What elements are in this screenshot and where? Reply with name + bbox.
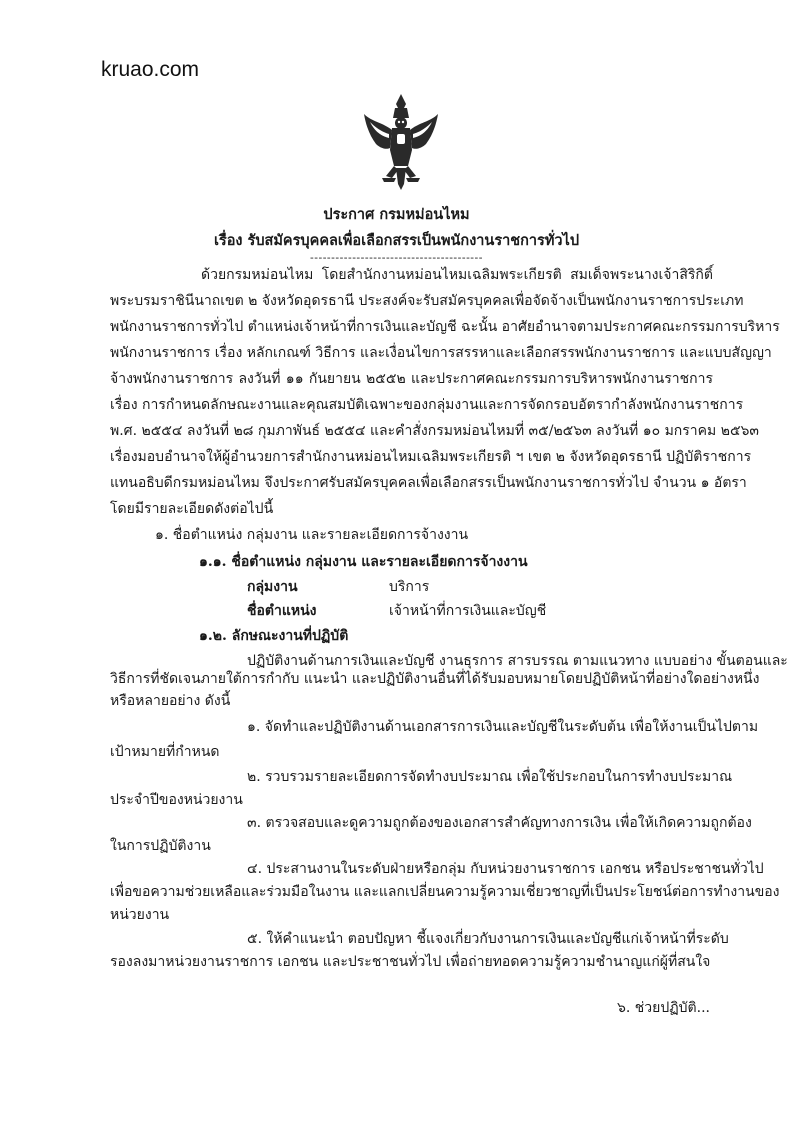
duty-item-3: ๓. ตรวจสอบและดูความถูกต้องของเอกสารสำคัญทางการเงิน เพื่อให้เกิดความถูกต้อง [247,815,752,831]
section-1-2-heading: ๑.๒. ลักษณะงานที่ปฏิบัติ [199,628,349,644]
garuda-emblem-icon [362,92,440,192]
intro-line: พนักงานราชการ เรื่อง หลักเกณฑ์ วิธีการ และเงื่อนไขการสรรหาและเลือกสรรพนักงานราชการ และแบบสัญญา [110,345,772,361]
announcement-subject: เรื่อง รับสมัครบุคคลเพื่อเลือกสรรเป็นพนักงานราชการทั่วไป [213,232,580,249]
intro-line: พ.ศ. ๒๕๕๔ ลงวันที่ ๒๘ กุมภาพันธ์ ๒๕๕๔ และคำสั่งกรมหม่อนไหมที่ ๓๕/๒๕๖๓ ลงวันที่ ๑๐ มกราคม ๒๕๖๓ [110,423,759,439]
group-value: บริการ [389,579,430,595]
duty-item-1-cont: เป้าหมายที่กำหนด [110,744,220,760]
title-separator: ----------------------------------------- [310,251,483,264]
intro-line: เรื่องมอบอำนาจให้ผู้อำนวยการสำนักงานหม่อนไหมเฉลิมพระเกียรติ ฯ เขต ๒ จังหวัดอุดรธานี ปฏิบัติราชการ [110,449,752,465]
duty-item-5-cont: รองลงมาหน่วยงานราชการ เอกชน และประชาชนทั่วไป เพื่อถ่ายทอดความรู้ความชำนาญแก่ผู้ที่สนใจ [110,954,711,970]
duty-item-2-cont: ประจำปีของหน่วยงาน [110,792,243,808]
intro-line: โดยมีรายละเอียดดังต่อไปนี้ [110,501,274,517]
duty-item-4-cont: หน่วยงาน [110,907,170,923]
section-1-heading: ๑. ชื่อตำแหน่ง กลุ่มงาน และรายละเอียดการจ้างงาน [155,527,469,543]
announcement-title: ประกาศ กรมหม่อนไหม [323,206,470,223]
intro-line: ด้วยกรมหม่อนไหม โดยสำนักงานหม่อนไหมเฉลิมพระเกียรติ สมเด็จพระนางเจ้าสิริกิติ์ [201,267,713,283]
intro-line: เรื่อง การกำหนดลักษณะงานและคุณสมบัติเฉพาะของกลุ่มงานและการจัดกรอบอัตรากำลังพนักงานราชการ [110,397,744,413]
duty-item-4-cont: เพื่อขอความช่วยเหลือและร่วมมือในงาน และแลกเปลี่ยนความรู้ความเชี่ยวชาญที่เป็นประโยชน์ต่อการทำงานของ [110,884,780,900]
section-1-1-heading: ๑.๑. ชื่อตำแหน่ง กลุ่มงาน และรายละเอียดการจ้างงาน [199,554,528,570]
duty-item-2: ๒. รวบรวมรายละเอียดการจัดทำงบประมาณ เพื่อใช้ประกอบในการทำงบประมาณ [247,769,733,785]
group-label: กลุ่มงาน [247,579,298,595]
duty-item-4: ๔. ประสานงานในระดับฝ่ายหรือกลุ่ม กับหน่วยงานราชการ เอกชน หรือประชาชนทั่วไป [247,861,764,877]
position-label: ชื่อตำแหน่ง [247,603,317,619]
duties-intro-line: หรือหลายอย่าง ดังนี้ [110,693,231,709]
site-watermark: kruao.com [101,58,200,81]
duty-item-3-cont: ในการปฏิบัติงาน [110,838,211,854]
intro-line: พนักงานราชการทั่วไป ตำแหน่งเจ้าหน้าที่การเงินและบัญชี ฉะนั้น อาศัยอำนาจตามประกาศคณะกรรมการบริหาร [110,319,780,335]
intro-line: พระบรมราชินีนาถเขต ๒ จังหวัดอุดรธานี ประสงค์จะรับสมัครบุคคลเพื่อจัดจ้างเป็นพนักงานราชการประเภท [110,293,744,309]
continued-footer: ๖. ช่วยปฏิบัติ... [617,1000,710,1016]
duty-item-1: ๑. จัดทำและปฏิบัติงานด้านเอกสารการเงินและบัญชีในระดับต้น เพื่อให้งานเป็นไปตาม [247,719,759,735]
duties-intro-line: วิธีการที่ชัดเจนภายใต้การกำกับ แนะนำ และปฏิบัติงานอื่นที่ได้รับมอบหมายโดยปฏิบัติหน้าที่อย่างใดอย่างหนึ่ง [110,671,760,687]
position-value: เจ้าหน้าที่การเงินและบัญชี [389,603,547,619]
intro-line: แทนอธิบดีกรมหม่อนไหม จึงประกาศรับสมัครบุคคลเพื่อเลือกสรรเป็นพนักงานราชการทั่วไป จำนวน ๑ อัตรา [110,475,747,491]
intro-line: จ้างพนักงานราชการ ลงวันที่ ๑๑ กันยายน ๒๕๕๒ และประกาศคณะกรรมการบริหารพนักงานราชการ [110,371,713,387]
duties-intro-line: ปฏิบัติงานด้านการเงินและบัญชี งานธุรการ สารบรรณ ตามแนวทาง แบบอย่าง ขั้นตอนและ [247,653,788,669]
duty-item-5: ๕. ให้คำแนะนำ ตอบปัญหา ชี้แจงเกี่ยวกับงานการเงินและบัญชีแก่เจ้าหน้าที่ระดับ [247,931,729,947]
